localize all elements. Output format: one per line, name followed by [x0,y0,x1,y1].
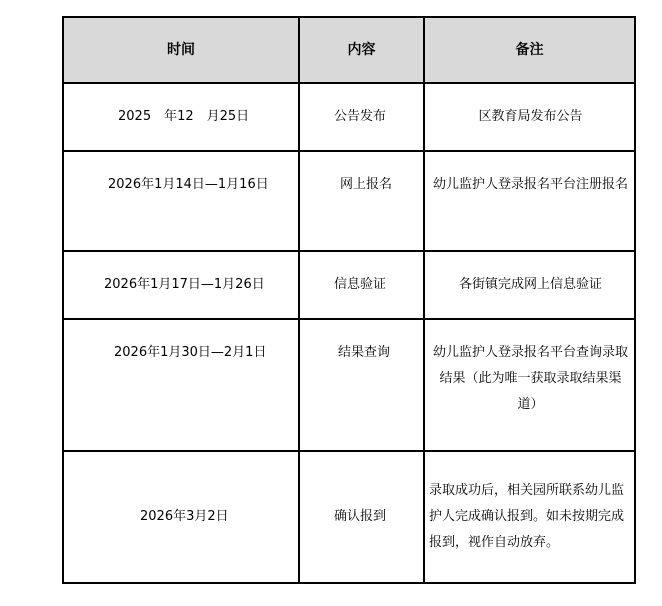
table-row [63,83,635,151]
row-time: 2026年1月30日—2月1日 [63,319,299,451]
table-header-row [63,17,635,83]
row-note: 区教育局发布公告 [424,83,635,151]
row-time: 2026年1月14日—1月16日 [63,151,299,251]
row-content: 信息验证 [299,251,424,319]
row-note: 幼儿监护人登录报名平台查询录取结果（此为唯一获取录取结果渠道） [424,319,635,451]
header-time: 时间 [63,17,299,83]
row-content: 公告发布 [299,83,424,151]
table-row [63,319,635,451]
row-note: 各街镇完成网上信息验证 [424,251,635,319]
row-time: 2025 年12 月25日 [63,83,299,151]
row-content: 网上报名 [299,151,424,251]
row-content: 确认报到 [299,451,424,583]
schedule-table [62,16,636,584]
row-time: 2026年1月17日—1月26日 [63,251,299,319]
row-note: 录取成功后，相关园所联系幼儿监护人完成确认报到。如未按期完成报到，视作自动放弃。 [424,451,635,583]
table-row [63,151,635,251]
table-row [63,251,635,319]
header-note: 备注 [424,17,635,83]
row-content: 结果查询 [299,319,424,451]
row-note: 幼儿监护人登录报名平台注册报名 [424,151,635,251]
row-time: 2026年3月2日 [63,451,299,583]
table-row [63,451,635,583]
header-content: 内容 [299,17,424,83]
